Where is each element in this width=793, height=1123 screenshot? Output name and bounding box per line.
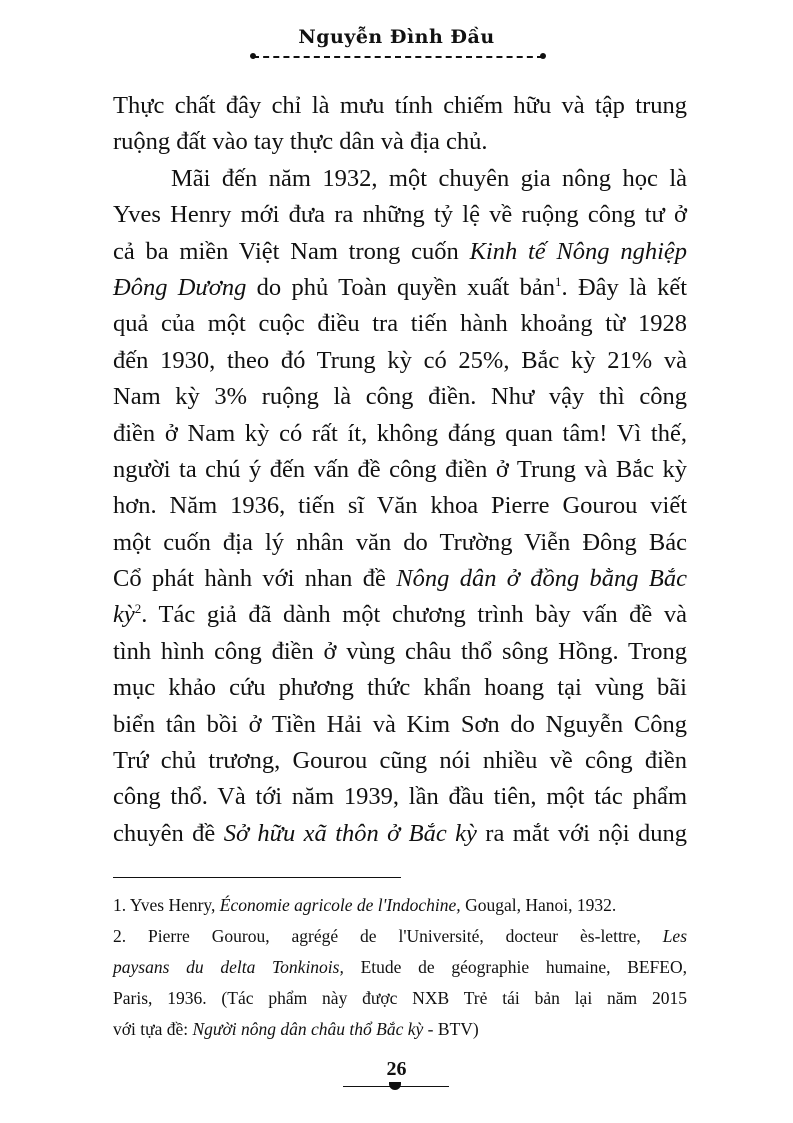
text-segment: Gougal, Hanoi, 1932. (460, 895, 617, 915)
text-line (113, 452, 687, 488)
footnote-line (113, 1014, 687, 1045)
italic-title: Đông Dương (113, 273, 247, 301)
footnote-line (113, 921, 687, 952)
text-segment: điền ở Nam kỳ có rất ít, không đáng quan tâm! Vì thế, (113, 419, 687, 447)
text-segment: đến 1930, theo đó Trung kỳ có 25%, Bắc kỳ 21% và (113, 346, 687, 374)
text-segment: một cuốn địa lý nhân văn do Trường Viễn Đông Bác (113, 528, 687, 556)
text-segment: Thực chất đây chỉ là mưu tính chiếm hữu và tập trung (113, 92, 687, 119)
text-line (113, 124, 687, 160)
text-segment: chuyên đề (113, 819, 224, 847)
footnote-reference: 2 (134, 601, 142, 617)
italic-title: Kinh tế Nông nghiệp (469, 237, 688, 265)
text-segment: do phủ Toàn quyền xuất bản (246, 273, 556, 301)
body-text (113, 88, 687, 852)
text-line (113, 197, 687, 233)
text-segment: Cổ phát hành với nhan đề (113, 565, 397, 593)
text-line (113, 161, 687, 197)
text-line (113, 634, 687, 670)
text-segment: ra mắt với nội dung (476, 819, 687, 847)
text-segment: người ta chú ý đến vấn đề công điền ở Trung và Bắc kỳ (113, 455, 687, 483)
text-segment: với tựa đề: (113, 1019, 193, 1039)
text-segment: hơn. Năm 1936, tiến sĩ Văn khoa Pierre Gourou viết (113, 492, 687, 520)
italic-title: Sở hữu xã thôn ở Bắc kỳ (223, 819, 477, 847)
header-rule-dot-right (540, 53, 546, 59)
footnote-line (113, 890, 687, 921)
text-segment: tình hình công điền ở vùng châu thổ sông Hồng. Trong (113, 637, 687, 665)
text-line (113, 270, 687, 306)
text-line (113, 561, 687, 597)
italic-title: Nông dân ở đồng bằng Bắc (396, 565, 687, 593)
text-line (113, 234, 687, 270)
text-line (113, 743, 687, 779)
text-segment: 1. Yves Henry, (113, 895, 220, 915)
text-segment: . Tác giả đã dành một chương trình bày vấn đề và (141, 601, 687, 629)
text-line (113, 343, 687, 379)
text-segment: cả ba miền Việt Nam trong cuốn (113, 237, 470, 265)
text-segment: mục khảo cứu phương thức khẩn hoang tại vùng bãi (113, 674, 687, 702)
text-line (113, 597, 687, 633)
footnote-reference: 1 (555, 273, 562, 289)
text-segment: ruộng đất vào tay thực dân và địa chủ. (113, 128, 488, 156)
text-segment: Trứ chủ trương, Gourou cũng nói nhiều về công điền (113, 747, 687, 775)
text-line (113, 670, 687, 706)
header-author: Nguyễn Đình Đầu (298, 26, 495, 48)
text-line (113, 707, 687, 743)
text-line (113, 525, 687, 561)
text-segment: Yves Henry mới đưa ra những tỷ lệ về ruộng công tư ở (113, 201, 687, 229)
text-segment: Mãi đến năm 1932, một chuyên gia nông học là (171, 164, 687, 192)
page-number-ornament (343, 1086, 449, 1087)
page-number: 26 (386, 1058, 407, 1080)
text-segment: . Đây là kết (561, 273, 687, 301)
italic-title: Người nông dân châu thổ Bắc kỳ (192, 1019, 424, 1039)
text-segment: Paris, 1936. (Tác phẩm này được NXB Trẻ tái bản lại năm 2015 (113, 988, 687, 1008)
footnote-separator (113, 877, 401, 878)
text-line (113, 779, 687, 815)
text-line (113, 488, 687, 524)
text-segment: quả của một cuộc điều tra tiến hành khoảng từ 1928 (113, 310, 687, 338)
text-segment: - BTV) (423, 1019, 479, 1039)
text-segment: công thổ. Và tới năm 1939, lần đầu tiên, một tác phẩm (113, 783, 687, 811)
text-segment: biển tân bồi ở Tiền Hải và Kim Sơn do Nguyễn Công (113, 710, 687, 738)
text-line (113, 88, 687, 124)
header-dashed-rule (253, 56, 543, 58)
text-line (113, 379, 687, 415)
text-segment: 2. Pierre Gourou, agrégé de l'Université, docteur ès-lettre, (113, 926, 663, 946)
text-segment: Etude de géographie humaine, BEFEO, (343, 957, 687, 977)
italic-title: Économie agricole de l'Indochine, (219, 895, 461, 915)
footnote-line (113, 983, 687, 1014)
footnote-line (113, 952, 687, 983)
italic-title: paysans du delta Tonkinois, (113, 957, 344, 977)
footnotes (113, 890, 687, 1045)
text-line (113, 816, 687, 852)
text-segment: Nam kỳ 3% ruộng là công điền. Như vậy thì công (113, 383, 687, 411)
text-line (113, 306, 687, 342)
text-line (113, 416, 687, 452)
italic-title: Les (662, 926, 687, 946)
italic-title: kỳ (113, 601, 135, 629)
